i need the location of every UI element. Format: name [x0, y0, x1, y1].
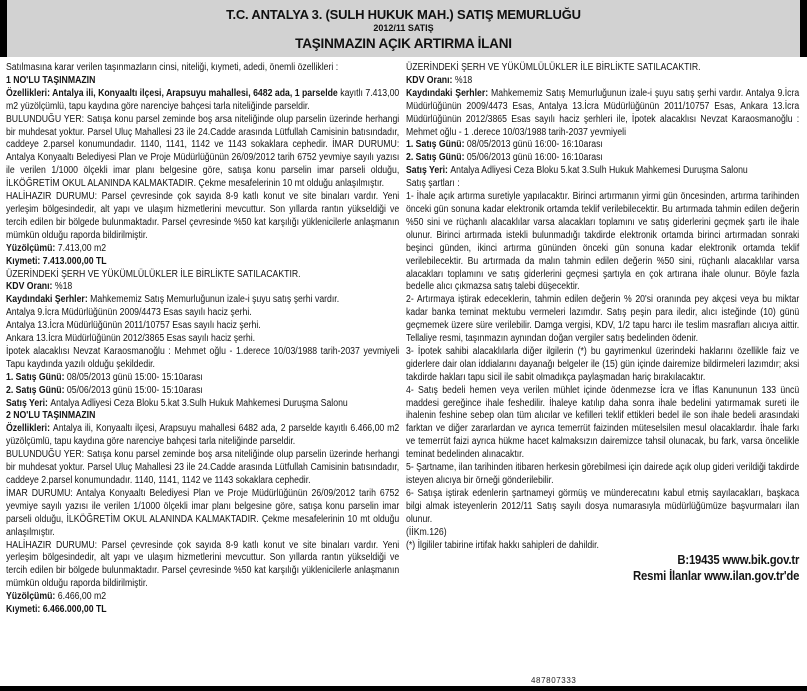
paragraph — [6, 449, 399, 488]
paragraph — [406, 385, 799, 462]
paragraph — [406, 88, 799, 140]
paragraph — [406, 294, 799, 346]
paragraph — [406, 462, 799, 488]
paragraph-text: Satış şartları : — [406, 178, 460, 190]
bik-number-line: B:19435 www.bik.gov.tr — [677, 552, 800, 568]
paragraph — [6, 269, 399, 282]
paragraph-text: BULUNDUĞU YER: Satışa konu parsel zeminde boş arsa niteliğinde olup parselin üzerinde herhangi bir muhdesat yoktur. Parsel Uluç Mahallesi 23 ile 24.Cadde arasında Lütfullah Camisinin batısındadır, caddeye 2.parsel konumundadır. 1140, 1141, 1142 ve 1143 sokaklara cephedir. — [6, 449, 400, 486]
paragraph-text: 6.466,00 m2 — [57, 591, 107, 603]
paragraph — [6, 604, 399, 617]
paragraph-lead: 2. Satış Günü: — [6, 384, 67, 396]
paragraph-lead: Satış Yeri: — [406, 165, 451, 177]
paragraph — [406, 191, 799, 294]
paragraph-lead: Özellikleri: — [6, 423, 53, 435]
paragraph-text: HALİHAZIR DURUMU: Parsel çevresinde çok sayıda 8-9 katlı konut ve site binaları vardır. Yeni yerleşim bölgesindedir, alt yapı ve ulaşım hizmetlerini mevcuttur. Son yıllarda rantın yükseldiği ve tercih edilen bir bölgede bulunmaktadır. Parsel çevresinde %50 kat karşılığı yüklenicilerle anlaşmanın mümkün olduğu raporda bildirilmiştir. — [6, 191, 400, 241]
paragraph-text: Antalya Adliyesi Ceza Bloku 5.kat 3.Sulh Hukuk Mahkemesi Duruşma Salonu — [450, 165, 748, 177]
paragraph-text: 3- İpotek sahibi alacaklılarla diğer ilgilerin (*) bu gayrimenkul üzerindeki haklarını özellikle faiz ve giderlere dair olan iddialarını dayanağı belgeler ile (15) gün içinde dairemize bildirmeleri lazımdır; aksi takdirde hakları tapu sicil ile sabit olmadıkça paylaşmadan hariç bırakılacaktır. — [406, 345, 800, 383]
paragraph-lead: Kıymeti: 6.466.000,00 TL — [6, 604, 107, 616]
paragraph-lead: Kaydındaki Şerhler: — [406, 87, 492, 99]
paragraph — [6, 75, 399, 88]
sale-file-number: 2012/11 SATIŞ — [373, 23, 434, 33]
paragraph-text: 4- Satış bedeli hemen veya verilen mühlet içinde ödenmezse İcra ve İflas Kanununun 133 üncü maddesi gereğince ihale feshedilir. İhaleye katılıp daha sonra ihale bedelini yatırmamak sureti ile ihalenin feshine sebep olan tüm alıcılar ve kefilleri teklif ettikleri bedel ile son ihale bedeli arasındaki farktan ve diğer zararlardan ve ayrıca temerrüt faizinden müteselsilen mesul olacaklardır. İhale farkı ve temerrüt faizi ayrıca hükme hacet kalmaksızın dairemizce tahsil olunacak, bu fark, varsa öncelikle teminat bedelinden alınacaktır. — [406, 384, 800, 461]
resmi-ilanlar-line: Resmi İlanlar www.ilan.gov.tr'de — [633, 568, 800, 584]
paragraph-text: Antalya 13.İcra Müdürlüğünün 2011/10757 Esas sayılı haciz şerhi. — [6, 320, 261, 332]
paragraph-lead: KDV Oranı: — [6, 281, 55, 293]
serial-number: 487807333 — [531, 676, 577, 685]
paragraph — [6, 346, 399, 372]
paragraph-text: (*) İlgililer tabirine irtifak hakkı sahipleri de dahildir. — [406, 539, 599, 551]
paragraph-text: 7.413,00 m2 — [57, 242, 107, 254]
paragraph — [406, 540, 799, 553]
paragraph-text: (İİKm.126) — [406, 526, 447, 538]
paragraph-text: ÜZERİNDEKİ ŞERH VE YÜKÜMLÜLÜKLER İLE BİRLİKTE SATILACAKTIR. — [406, 62, 701, 73]
paragraph — [6, 488, 399, 540]
paragraph — [6, 243, 399, 256]
paragraph — [406, 178, 799, 191]
paragraph — [6, 398, 399, 411]
bottom-border-bar — [0, 686, 807, 691]
header-right-edge-bar — [800, 0, 807, 57]
right-column — [406, 62, 799, 584]
paragraph — [6, 320, 399, 333]
paragraph — [406, 139, 799, 152]
paragraph-text: Ankara 13.İcra Müdürlüğünün 2012/3865 Esas sayılı haciz şerhi. — [6, 333, 256, 345]
paragraph-text: BULUNDUĞU YER: Satışa konu parsel zeminde boş arsa niteliğinde olup parselin üzerinde herhangi bir muhdesat yoktur. Parsel Uluç Mahallesi 23 ile 24.Cadde arasında Lütfullah Camisinin batısındadır, caddeye 2.parsel konumundadır. 1140, 1141, 1142 ve 1143 sokaklara cephedir. İMAR DURUMU: Antalya Konyaaltı Belediyesi Plan ve Proje Müdürlüğünün 26/09/2012 tarih 6752 yevmiye sayılı yazısı ile verilen 1/1000 ölçekli imar planı belgesine göre, satışa konu parselin imar parseli olduğu, İLKÖĞRETİM OKUL ALANINDA KALMAKTADIR. Çekme mesafelerinin 10 mt olduğu anlaşılmıştır. — [6, 113, 400, 190]
paragraph-lead: 1. Satış Günü: — [6, 371, 67, 383]
paragraph-lead: Yüzölçümü: — [6, 242, 58, 254]
paragraph-lead: Kaydındaki Şerhler: — [6, 294, 91, 306]
paragraph-text: İpotek alacaklısı Nevzat Karaosmanoğlu : Mehmet oğlu - 1.derece 10/03/1988 tarih-2037 yevmiyeli Tapu kaydında yazılı olduğu şekildedir. — [6, 345, 400, 370]
paragraph-lead: Satış Yeri: — [6, 397, 51, 409]
paragraph-text: 05/06/2013 günü 16:00- 16:10arası — [466, 152, 603, 164]
paragraph-text: %18 — [454, 74, 473, 86]
paragraph-text: Mahkememiz Satış Memurluğunun izale-i şuyu satış şerhi vardır. — [90, 294, 340, 306]
paragraph-text: 08/05/2013 günü 16:00- 16:10arası — [466, 139, 603, 151]
court-title: T.C. ANTALYA 3. (SULH HUKUK MAH.) SATIŞ MEMURLUĞU — [226, 7, 581, 22]
paragraph — [6, 294, 399, 307]
paragraph-lead: 1 NO'LU TAŞINMAZIN — [6, 74, 96, 86]
paragraph — [6, 88, 399, 114]
left-column — [6, 62, 399, 617]
paragraph-lead: Kıymeti: 7.413.000,00 TL — [6, 255, 107, 267]
paragraph-text: 1- İhale açık artırma suretiyle yapılacaktır. Birinci artırmanın yirmi gün öncesinden, artırma tarihinden önceki gün sonuna kadar elektronik ortamda teklif verilebilecektir. Bu artırmada tahmin edilen değerin %50 sini ve rüçhanlı alacaklılar varsa alacakları toplamını ve satış giderlerini geçmek şartı ile ihale olunur. Birinci artırmada istekli bulunmadığı takdirde elektronik ortamda birinci artırmadan sonraki beşinci günden, ikinci artırma gününden önceki gün sonuna kadar elektronik ortamda teklif verilebilecektir. Bu artırmada da malın tahmin edilen değerin %50 sini, rüçhanlı alacaklılar varsa alacakları toplamını ve satış giderlerini geçmesi şartıyla en çok artırana ihale olunur. Böyle fazla bedelle alıcı çıkmazsa satış talebi düşecektir. — [406, 191, 800, 293]
paragraph-text: 5- Şartname, ilan tarihinden itibaren herkesin görebilmesi için dairede açık olup gideri verildiği takdirde isteyen alıcıya bir örneği gönderilebilir. — [406, 462, 800, 486]
paragraph-lead: 2. Satış Günü: — [406, 152, 467, 164]
paragraph — [6, 385, 399, 398]
paragraph-text: Antalya 9.İcra Müdürlüğünün 2009/4473 Esas sayılı haciz şerhi. — [6, 307, 252, 319]
announcement-title: TAŞINMAZIN AÇIK ARTIRMA İLANI — [295, 36, 512, 51]
paragraph-lead: 1. Satış Günü: — [406, 139, 467, 151]
paragraph — [406, 152, 799, 165]
paragraph — [406, 346, 799, 385]
paragraph-text: HALİHAZIR DURUMU: Parsel çevresinde çok sayıda 8-9 katlı konut ve site binaları vardır. Yeni yerleşim bölgesindedir, alt yapı ve ulaşım hizmetlerini mevcuttur. Son yıllarda rantın yükseldiği ve tercih edilen bir bölgede bulunmaktadır. Parsel çevresinde %50 kat karşılığı yüklenicilerle anlaşmanın mümkün olduğu raporda bildirilmiştir. — [6, 539, 400, 590]
paragraph — [6, 256, 399, 269]
paragraph — [406, 488, 799, 527]
paragraph — [6, 281, 399, 294]
paragraph — [6, 333, 399, 346]
paragraph — [406, 62, 799, 75]
paragraph-text: Antalya ili, Konyaaltı ilçesi, Arapsuyu mahallesi 6482 ada, 2 parselde kayıtlı 6.466,00 m2 yüzölçümlü, tapu kaydına göre narenciye bahçesi tarla niteliğinde parseldir. — [6, 423, 400, 448]
paragraph — [6, 114, 399, 191]
paragraph-text: Antalya Adliyesi Ceza Bloku 5.kat 3.Sulh Hukuk Mahkemesi Duruşma Salonu — [50, 397, 348, 409]
paragraph-text: Satılmasına karar verilen taşınmazların cinsi, niteliği, kıymeti, adedi, önemli özellikleri : — [6, 62, 339, 73]
paragraph-text: %18 — [54, 281, 73, 293]
paragraph-text: 08/05/2013 günü 15:00- 15:10arası — [66, 371, 203, 383]
paragraph — [6, 62, 399, 75]
header-left-edge-bar — [0, 0, 7, 57]
paragraph-lead: Özellikleri: Antalya ili, Konyaaltı ilçesi, Arapsuyu mahallesi, 6482 ada, 1 parselde — [6, 87, 341, 99]
paragraph-text: Mahkememiz Satış Memurluğunun izale-i şuyu satış şerhi vardır. Antalya 9.İcra Müdürlüğünün 2009/4473 Esas, Antalya 13.İcra Müdürlüğünün 2011/10757 Esas, Ankara 13.İcra Müdürlüğünün 2012/3865 Esas sayılı haciz şerhleri ile, İpotek alacaklısı Nevzat Karaosmanoğlu : Mehmet oğlu - 1 .derece 10/03/1988 tarih-2037 yevmiyeli — [406, 87, 800, 138]
paragraph — [6, 591, 399, 604]
paragraph — [6, 540, 399, 592]
paragraph — [6, 307, 399, 320]
paragraph-text: 2- Artırmaya iştirak edeceklerin, tahmin edilen değerin % 20'si oranında pey akçesi veya bu miktar kadar banka teminat mektubu vermeleri lazımdır. Satış peşin para iledir, alıcı isteğinde (10) günü geçmemek üzere süre verilebilir. Damga vergisi, KDV, 1/2 tapu harcı ile teslim masrafları alıcıya aittir. Tellaliye resmi, taşınmazın aynından doğan vergiler satış bedelinden ödenir. — [406, 294, 800, 345]
paragraph-text: 05/06/2013 günü 15:00- 15:10arası — [66, 384, 203, 396]
paragraph-text: kayıtlı 7.413,00 m2 yüzölçümlü, tapu kaydına göre narenciye bahçesi tarla niteliğinde parseldir. — [6, 87, 400, 112]
paragraph-lead: 2 NO'LU TAŞINMAZIN — [6, 410, 96, 422]
paragraph — [406, 75, 799, 88]
paragraph-lead: Yüzölçümü: — [6, 591, 58, 603]
paragraph — [6, 191, 399, 243]
paragraph — [6, 423, 399, 449]
header-band — [0, 0, 807, 57]
paragraph — [406, 527, 799, 540]
paragraph — [6, 372, 399, 385]
paragraph-text: ÜZERİNDEKİ ŞERH VE YÜKÜMLÜLÜKLER İLE BİRLİKTE SATILACAKTIR. — [6, 268, 301, 280]
paragraph — [6, 410, 399, 423]
paragraph-text: İMAR DURUMU: Antalya Konyaaltı Belediyesi Plan ve Proje Müdürlüğünün 26/09/2012 tarih 6752 yevmiye sayılı yazısı ile verilen 1/1000 ölçekli imar planı belgesine göre, satışa konu parselin imar parseli olduğu, İLKÖĞRETİM OKUL ALANINDA KALMAKTADIR. Çekme mesafelerinin 10 mt olduğu anlaşılmıştır. — [6, 487, 400, 538]
paragraph — [406, 165, 799, 178]
paragraph-lead: KDV Oranı: — [406, 74, 455, 86]
paragraph-text: 6- Satışa iştirak edenlerin şartnameyi görmüş ve münderecatını kabul etmiş sayılacakları, başkaca bilgi almak isteyenlerin 2012/11 Satış sayılı dosya numarasıyla müdürlüğümüze başvurmaları ilan olunur. — [406, 487, 800, 525]
